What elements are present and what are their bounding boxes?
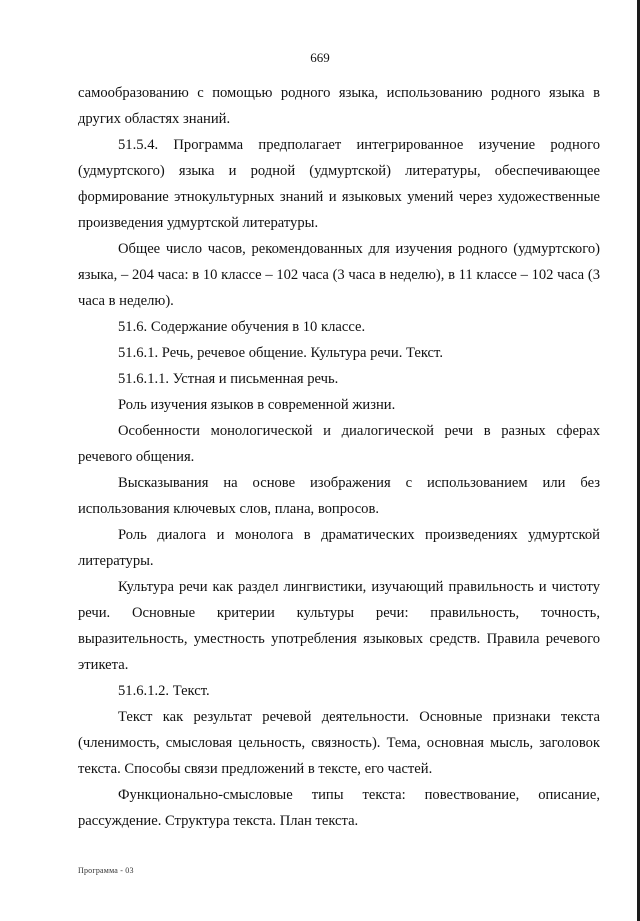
subsection-heading-speech: 51.6.1. Речь, речевое общение. Культура речи. Текст. [118, 345, 443, 361]
section-heading-content-grade-10: 51.6. Содержание обучения в 10 классе. [118, 319, 366, 335]
footer-label: Программа - 03 [78, 866, 134, 875]
subsection-heading-text: 51.6.1.2. Текст. [118, 683, 210, 699]
document-body [78, 80, 600, 834]
paragraph-program-integration: 51.5.4. Программа предполагает интегрированное изучение родного (удмуртского) языка и родной (удмуртской) литературы, обеспечивающее формирование этнокультурных знаний и языковых умений через художественные произведения удмуртской литературы. [78, 137, 600, 231]
paragraph-speech-culture: Культура речи как раздел лингвистики, изучающий правильность и чистоту речи. Основные критерии культуры речи: правильность, точность, выразительность, уместность употребления языковых средств. Правила речевого этикета. [78, 579, 600, 673]
paragraph-drama-role: Роль диалога и монолога в драматических произведениях удмуртской литературы. [78, 527, 600, 569]
page-number: 669 [310, 50, 330, 65]
paragraph-role-of-languages: Роль изучения языков в современной жизни. [118, 397, 396, 413]
paragraph-text-types: Функционально-смысловые типы текста: повествование, описание, рассуждение. Структура текста. План текста. [78, 787, 600, 829]
paragraph-text-features: Текст как результат речевой деятельности. Основные признаки текста (членимость, смысловая цельность, связность). Тема, основная мысль, заголовок текста. Способы связи предложений в тексте, его частей. [78, 709, 600, 777]
paragraph-statements: Высказывания на основе изображения с использованием или без использования ключевых слов, плана, вопросов. [78, 475, 600, 517]
paragraph-monologue-dialogue: Особенности монологической и диалогической речи в разных сферах речевого общения. [78, 423, 600, 465]
subsection-heading-oral-written: 51.6.1.1. Устная и письменная речь. [118, 371, 339, 387]
paragraph-continuation: самообразованию с помощью родного языка, использованию родного языка в других областях знаний. [78, 85, 600, 127]
paragraph-hours: Общее число часов, рекомендованных для изучения родного (удмуртского) языка, – 204 часа: в 10 классе – 102 часа (3 часа в неделю), в 11 классе – 102 часа (3 часа в неделю). [78, 241, 600, 309]
